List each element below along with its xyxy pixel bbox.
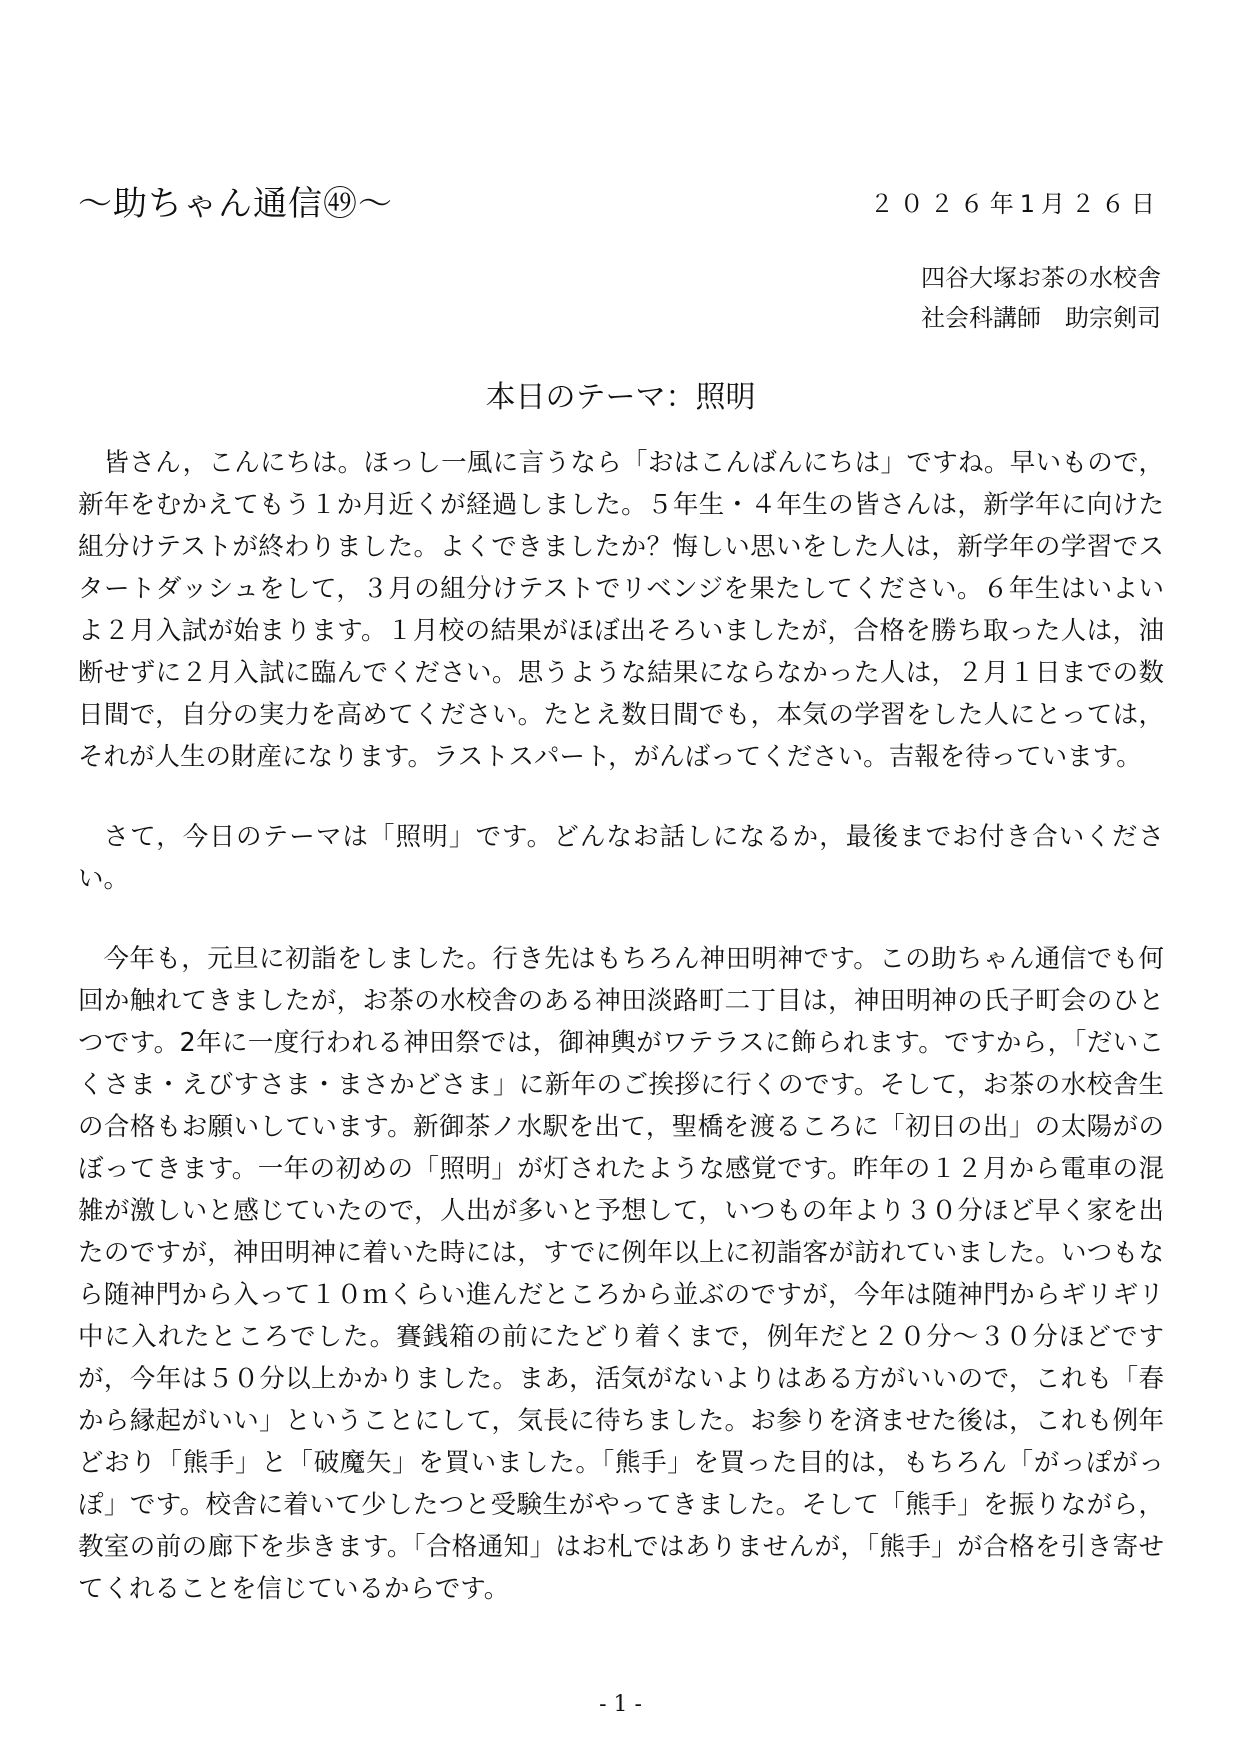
body-text <box>78 442 1164 1610</box>
school-name: 四谷大塚お茶の水校舎 <box>921 264 1161 292</box>
paragraph-intro: さて，今日のテーマは「照明」です。どんなお話しになるか，最後までお付き合いください。 <box>78 822 1164 894</box>
issue-date: ２０２６年1月２６日 <box>869 190 1161 218</box>
page-number: - 1 - <box>599 1692 642 1717</box>
theme-heading: 本日のテーマ：照明 <box>485 380 756 415</box>
author-name: 社会科講師 助宗剣司 <box>921 304 1161 332</box>
paragraph-greeting: 皆さん，こんにちは。ほっし一風に言うなら「おはこんばんにちは」ですね。早いもので，新年をむかえてもう１か月近くが経過しました。５年生・４年生の皆さんは，新学年に向けた組分けテストが終わりました。よくできましたか？悔しい思いをした人は，新学年の学習でスタートダッシュをして，３月の組分けテストでリベンジを果たしてください。６年生はいよいよ２月入試が始まります。１月校の結果がほぼ出そろいましたが，合格を勝ち取った人は，油断せずに２月入試に臨んでください。思うような結果にならなかった人は，２月１日までの数日間で，自分の実力を高めてください。たとえ数日間でも，本気の学習をした人にとっては，それが人生の財産になります。ラストスパート，がんばってください。吉報を待っています。 <box>78 448 1164 772</box>
newsletter-title: ～助ちゃん通信㊾～ <box>78 184 393 224</box>
paragraph-spacer <box>78 900 1164 938</box>
paragraph-spacer <box>78 778 1164 816</box>
author-block <box>921 258 1161 338</box>
paragraph-story: 今年も，元旦に初詣をしました。行き先はもちろん神田明神です。この助ちゃん通信でも何回か触れてきましたが，お茶の水校舎のある神田淡路町二丁目は，神田明神の氏子町会のひとつです。2年に一度行われる神田祭では，御神輿がワテラスに飾られます。ですから，「だいこくさま・えびすさま・まさかどさま」に新年のご挨拶に行くのです。そして，お茶の水校舎生の合格もお願いしています。新御茶ノ水駅を出て，聖橋を渡るころに「初日の出」の太陽がのぼってきます。一年の初めの「照明」が灯されたような感覚です。昨年の１２月から電車の混雑が激しいと感じていたので，人出が多いと予想して，いつもの年より３０分ほど早く家を出たのですが，神田明神に着いた時には，すでに例年以上に初詣客が訪れていました。いつもなら随神門から入って１０ｍくらい進んだところから並ぶのですが，今年は随神門からギリギリ中に入れたところでした。賽銭箱の前にたどり着くまで，例年だと２０分～３０分ほどですが，今年は５０分以上かかりました。まあ，活気がないよりはある方がいいので，これも「春から縁起がいい」ということにして，気長に待ちました。お参りを済ませた後は，これも例年どおり「熊手」と「破魔矢」を買いました。「熊手」を買った目的は，もちろん「がっぽがっぽ」です。校舎に着いて少したつと受験生がやってきました。そして「熊手」を振りながら，教室の前の廊下を歩きます。「合格通知」はお札ではありませんが，「熊手」が合格を引き寄せてくれることを信じているからです。 <box>78 944 1164 1604</box>
